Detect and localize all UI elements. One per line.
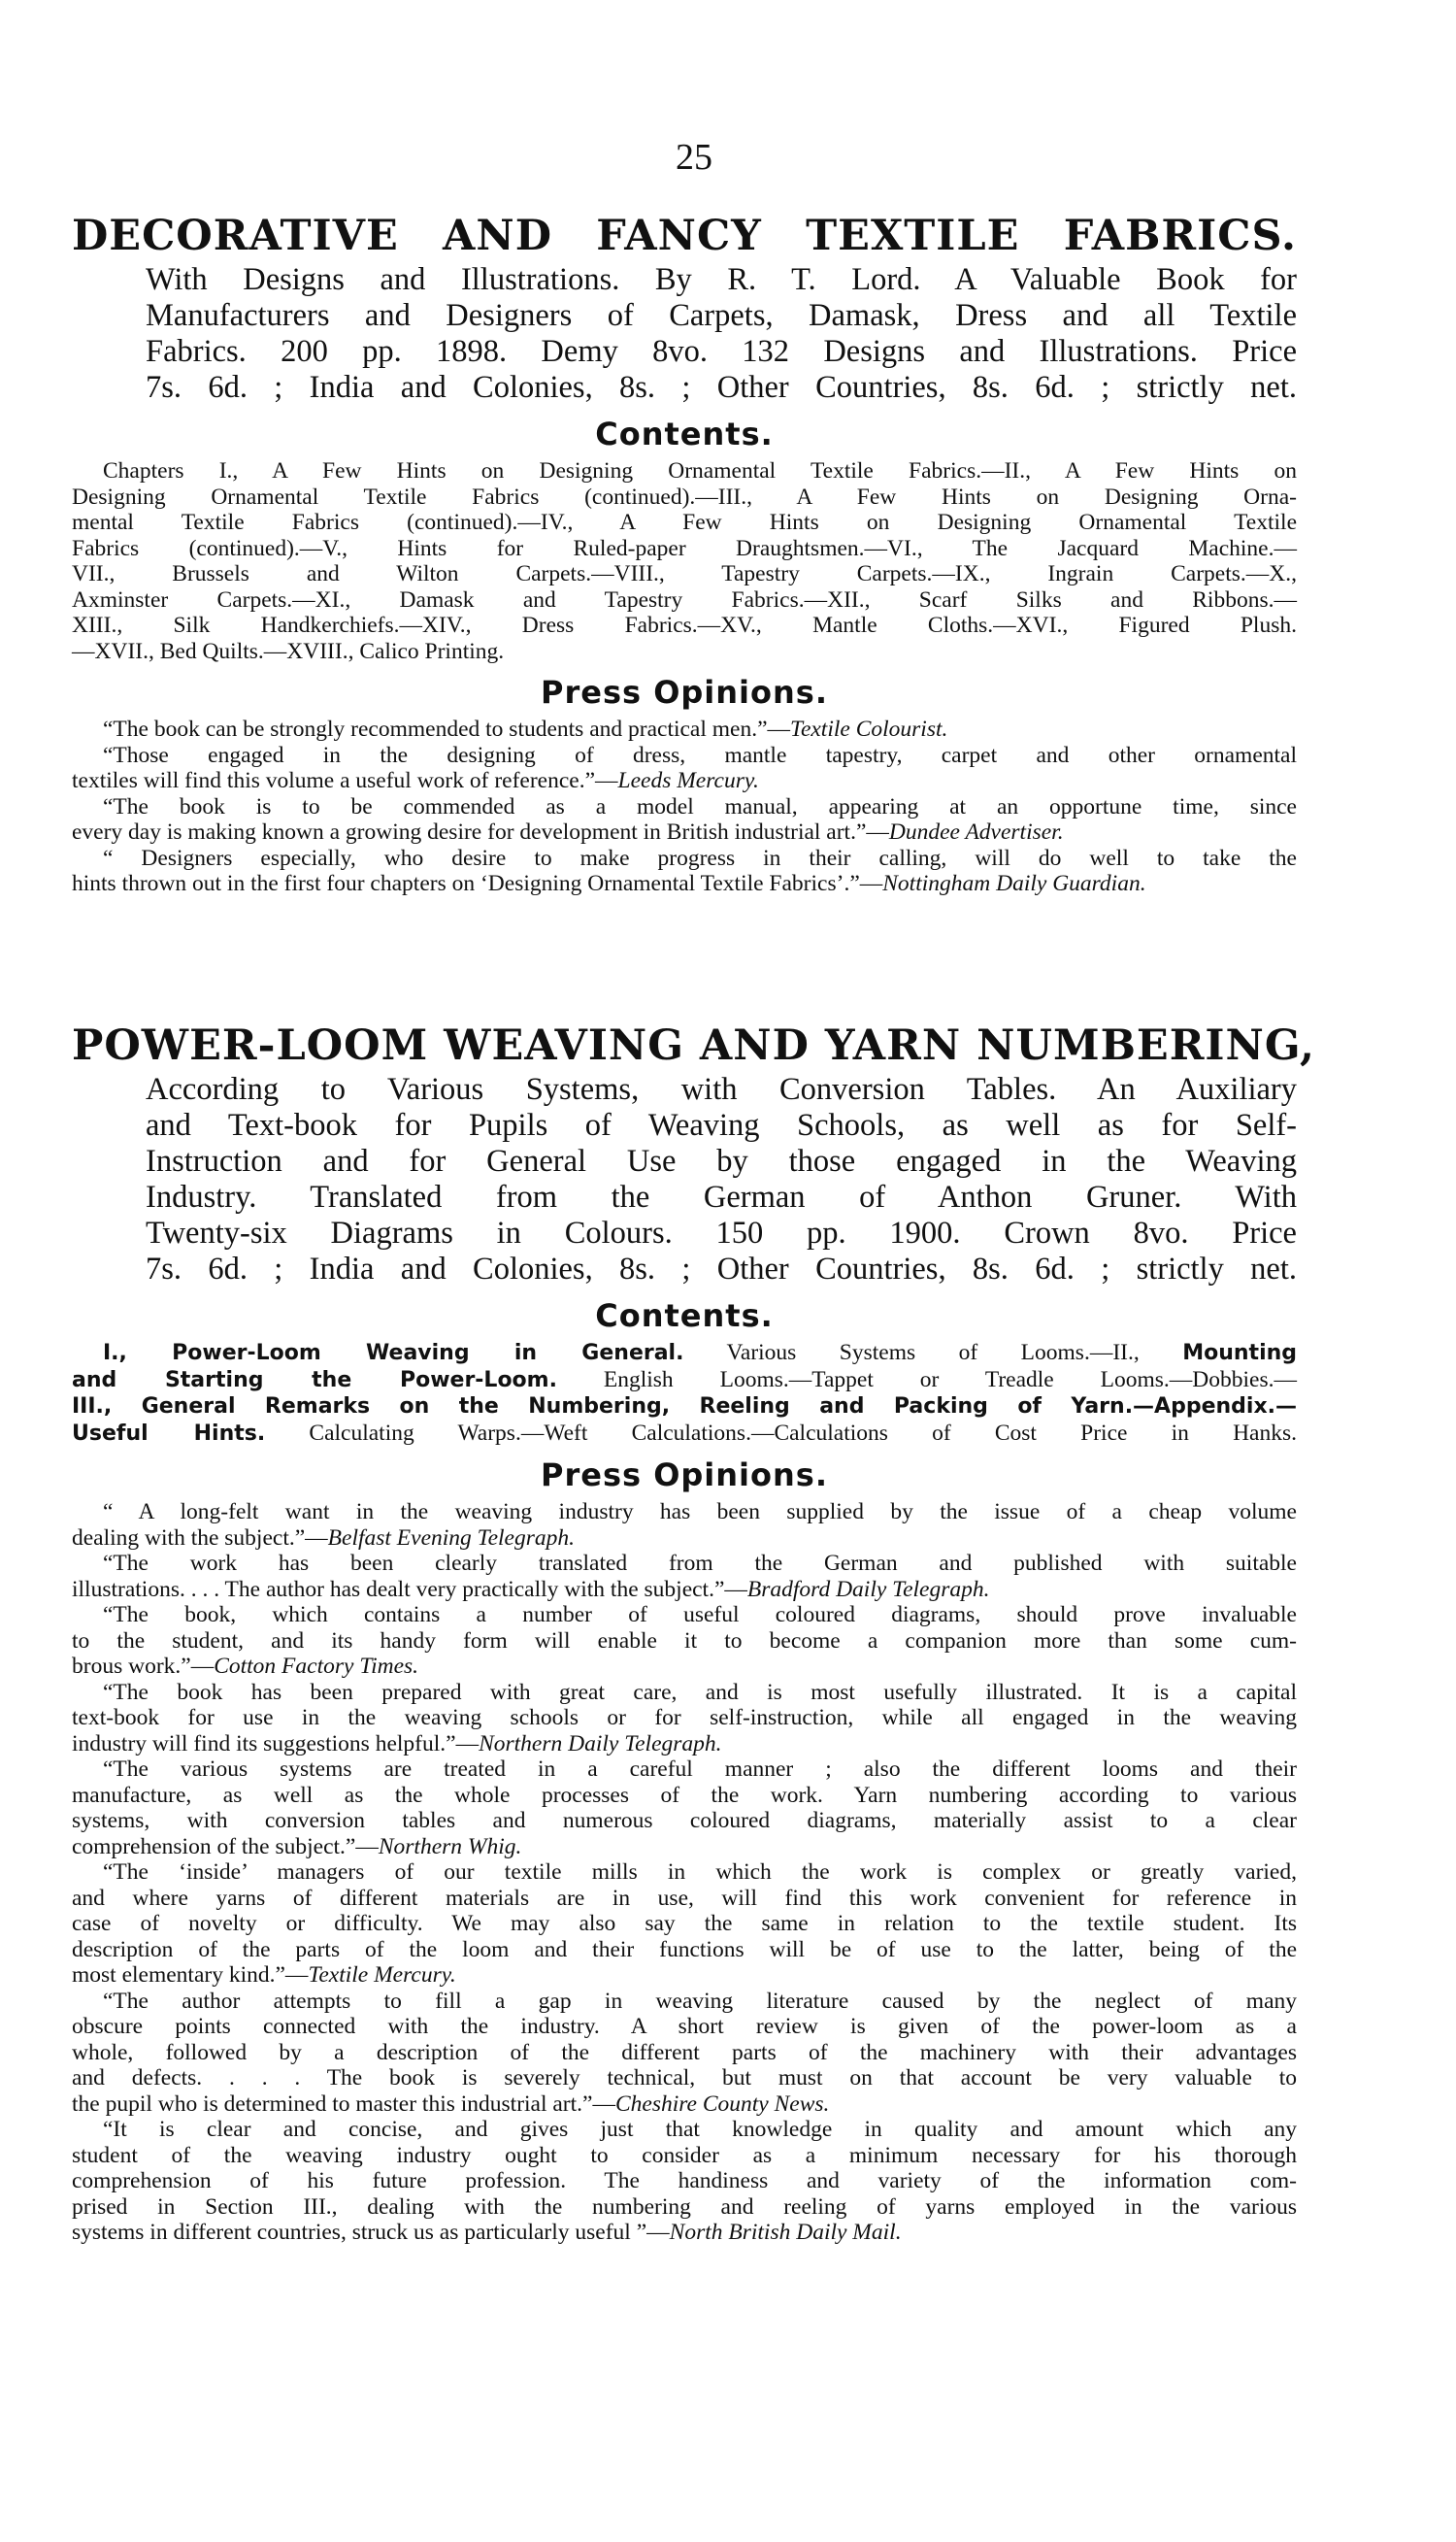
quote-line xyxy=(72,2040,1297,2066)
quote-text: “The book, which contains a number of useful coloured diagrams, should prove invaluable xyxy=(103,1602,1297,1627)
quote-text: and defects. . . . The book is severely technical, but must on that account be very valuable to xyxy=(72,2065,1297,2090)
quote-text: hints thrown out in the first four chapters on ‘Designing Ornamental Textile Fabrics’.”— xyxy=(72,871,883,896)
quote-source: Nottingham Daily Guardian. xyxy=(882,871,1146,896)
chapter-title: Mounting xyxy=(1182,1341,1298,1365)
quote-line xyxy=(72,2117,1297,2143)
quote-line xyxy=(72,794,1297,820)
quote-text: “Those engaged in the designing of dress, mantle tapestry, carpet and other ornamental xyxy=(103,742,1297,768)
quote-text: dealing with the subject.”— xyxy=(72,1524,328,1551)
contents-line xyxy=(72,1367,1297,1394)
quote-line xyxy=(72,2143,1297,2169)
quote-text: textiles will find this volume a useful work of reference.”— xyxy=(72,768,618,793)
quote-line xyxy=(72,1680,1297,1706)
quote-line xyxy=(72,1808,1297,1834)
description-line: 7s. 6d. ; India and Colonies, 8s. ; Other Countries, 8s. 6d. ; strictly net. xyxy=(146,370,1297,405)
quote-source: Leeds Mercury. xyxy=(617,768,759,793)
quote-line xyxy=(72,1937,1297,1963)
quote-text: comprehension of the subject.”— xyxy=(72,1833,379,1859)
chapter-title: Useful Hints. xyxy=(72,1421,266,1446)
chapter-title: I., Power-Loom Weaving in General. xyxy=(103,1341,684,1365)
quote-text: industry will find its suggestions helpful.”— xyxy=(72,1730,480,1756)
book-entry-decorative-fabrics xyxy=(72,212,1297,897)
quote-text: to the student, and its handy form will enable it to become a companion more than some cum- xyxy=(72,1627,1297,1654)
description-line: 7s. 6d. ; India and Colonies, 8s. ; Other Countries, 8s. 6d. ; strictly net. xyxy=(146,1252,1297,1287)
contents-line: VII., Brussels and Wilton Carpets.—VIII., Tapestry Carpets.—IX., Ingrain Carpets.—X., xyxy=(72,561,1297,586)
quote-line xyxy=(72,1731,1297,1757)
quote-line xyxy=(72,2220,1297,2246)
quote-source: North British Daily Mail. xyxy=(669,2220,902,2245)
quote-text: the pupil who is determined to master this industrial art.”— xyxy=(72,2090,615,2117)
quote-source: Textile Mercury. xyxy=(308,1962,456,1988)
quote-text: “The ‘inside’ managers of our textile mills in which the work is complex or greatly varied, xyxy=(103,1859,1297,1885)
quote-text: systems, with conversion tables and numerous coloured diagrams, materially assist to a clear xyxy=(72,1808,1297,1833)
quote-line xyxy=(72,871,1297,897)
press-opinions-heading: Press Opinions. xyxy=(541,674,828,711)
book-entry-power-loom-weaving xyxy=(72,1021,1316,2246)
quote-line xyxy=(72,2168,1297,2194)
quote-text: text-book for use in the weaving schools or for self-instruction, while all engaged in the weaving xyxy=(72,1705,1297,1730)
quote-text: prised in Section III., dealing with the numbering and reeling of yarns employed in the various xyxy=(72,2193,1297,2220)
quote-text: “The book can be strongly recommended to students and practical men.”— xyxy=(103,717,791,742)
contents-heading: Contents. xyxy=(595,416,774,452)
quote-text: systems in different countries, struck us as particularly useful ”— xyxy=(72,2220,670,2245)
quote-line xyxy=(72,1602,1297,1628)
quote-source: Cotton Factory Times. xyxy=(214,1654,419,1679)
quote-text: “The various systems are treated in a careful manner ; also the different looms and their xyxy=(103,1756,1297,1782)
page-number: 25 xyxy=(676,137,712,178)
contents-line xyxy=(72,1340,1297,1367)
quote-line xyxy=(72,743,1297,769)
quote-line xyxy=(72,1859,1297,1886)
contents-line: —XVII., Bed Quilts.—XVIII., Calico Printing. xyxy=(72,638,505,664)
quote-text: manufacture, as well as the whole processes of the work. Yarn numbering according to various xyxy=(72,1782,1297,1808)
quote-text: most elementary kind.”— xyxy=(72,1962,309,1988)
quote-text: “ Designers especially, who desire to make progress in their calling, will do well to take the xyxy=(103,845,1297,871)
quote-text: description of the parts of the loom and their functions will be of use to the latter, being of the xyxy=(72,1936,1297,1962)
contents-line: XIII., Silk Handkerchiefs.—XIV., Dress Fabrics.—XV., Mantle Cloths.—XVI., Figured Plush. xyxy=(72,613,1297,638)
contents-line: Fabrics (continued).—V., Hints for Ruled-paper Draughtsmen.—VI., The Jacquard Machine.— xyxy=(72,535,1297,561)
quote-line xyxy=(72,1577,1297,1603)
quote-text: “The work has been clearly translated from the German and published with suitable xyxy=(103,1551,1297,1576)
quote-text: every day is making known a growing desire for development in British industrial art.”— xyxy=(72,819,889,845)
press-opinions-list xyxy=(72,717,1297,897)
quote-line xyxy=(72,1783,1297,1809)
book-description xyxy=(146,262,1297,406)
book-title: POWER-LOOM WEAVING AND YARN NUMBERING, xyxy=(72,1021,1316,1070)
quote-source: Textile Colourist. xyxy=(790,717,948,742)
book-title: DECORATIVE AND FANCY TEXTILE FABRICS. xyxy=(72,212,1297,260)
quote-text: and where yarns of different materials are in use, will find this work convenient for reference in xyxy=(72,1885,1297,1911)
quote-text: “The book has been prepared with great care, and is most usefully illustrated. It is a capital xyxy=(103,1679,1297,1705)
quote-source: Northern Whig. xyxy=(378,1833,522,1859)
quote-line xyxy=(72,1654,1297,1680)
quote-text: “ A long-felt want in the weaving industry has been supplied by the issue of a cheap volume xyxy=(103,1499,1297,1524)
quote-text: “The author attempts to fill a gap in weaving literature caused by the neglect of many xyxy=(103,1988,1297,2014)
quote-line xyxy=(72,1499,1297,1525)
quote-line xyxy=(72,1989,1297,2015)
press-opinions-heading: Press Opinions. xyxy=(541,1456,828,1493)
chapter-text: Calculating Warps.—Weft Calculations.—Calculations of Cost Price in Hanks. xyxy=(309,1420,1297,1446)
quote-line xyxy=(72,1911,1297,1937)
quote-line xyxy=(72,717,1297,743)
quote-text: “It is clear and concise, and gives just that knowledge in quality and amount which any xyxy=(103,2117,1297,2142)
quote-text: case of novelty or difficulty. We may also say the same in relation to the textile student. Its xyxy=(72,1911,1297,1936)
contents-line: Axminster Carpets.—XI., Damask and Tapestry Fabrics.—XII., Scarf Silks and Ribbons.— xyxy=(72,586,1297,613)
quote-line xyxy=(72,2091,1297,2118)
quote-line xyxy=(72,1705,1297,1731)
contents-list xyxy=(72,1340,1297,1447)
description-line: With Designs and Illustrations. By R. T. Lord. A Valuable Book for xyxy=(146,262,1297,297)
quote-line xyxy=(72,819,1297,846)
quote-line xyxy=(72,1962,1297,1989)
quote-text: whole, followed by a description of the different parts of the machinery with their advantages xyxy=(72,2039,1297,2065)
quote-line xyxy=(72,1551,1297,1577)
description-line: Twenty-six Diagrams in Colours. 150 pp. 1900. Crown 8vo. Price xyxy=(146,1216,1297,1251)
chapter-text: Various Systems of Looms.—II., xyxy=(726,1340,1140,1365)
quote-source: Bradford Daily Telegraph. xyxy=(746,1576,990,1602)
book-description xyxy=(146,1072,1297,1288)
chapter-title: and Starting the Power-Loom. xyxy=(72,1367,557,1392)
chapter-text: English Looms.—Tappet or Treadle Looms.—Dobbies.— xyxy=(603,1366,1298,1392)
quote-text: brous work.”— xyxy=(72,1654,215,1679)
quote-line xyxy=(72,1628,1297,1655)
description-line: According to Various Systems, with Conversion Tables. An Auxiliary xyxy=(146,1072,1297,1107)
description-line: and Text-book for Pupils of Weaving Schools, as well as for Self- xyxy=(146,1108,1297,1143)
quote-line xyxy=(72,846,1297,872)
quote-line xyxy=(72,1886,1297,1912)
contents-heading: Contents. xyxy=(595,1297,774,1334)
contents-line: mental Textile Fabrics (continued).—IV., A Few Hints on Designing Ornamental Textile xyxy=(72,510,1297,535)
quote-line xyxy=(72,768,1297,794)
press-opinions-list xyxy=(72,1499,1297,2246)
quote-line xyxy=(72,2194,1297,2221)
quote-line xyxy=(72,2014,1297,2040)
quote-line xyxy=(72,1525,1297,1552)
contents-line: Designing Ornamental Textile Fabrics (continued).—III., A Few Hints on Designing Orna- xyxy=(72,484,1297,510)
quote-source: Belfast Evening Telegraph. xyxy=(327,1524,575,1551)
description-line: Instruction and for General Use by those engaged in the Weaving xyxy=(146,1144,1297,1179)
chapter-title: III., General Remarks on the Numbering, Reeling and Packing of Yarn.—Appendix.— xyxy=(72,1394,1297,1419)
quote-text: student of the weaving industry ought to consider as a minimum necessary for his thorough xyxy=(72,2142,1297,2168)
description-line: Manufacturers and Designers of Carpets, Damask, Dress and all Textile xyxy=(146,298,1297,333)
quote-line xyxy=(72,1834,1297,1860)
description-line: Fabrics. 200 pp. 1898. Demy 8vo. 132 Designs and Illustrations. Price xyxy=(146,334,1297,369)
description-line: Industry. Translated from the German of Anthon Gruner. With xyxy=(146,1180,1297,1215)
quote-text: comprehension of his future profession. The handiness and variety of the information com- xyxy=(72,2168,1297,2193)
quote-line xyxy=(72,1756,1297,1783)
quote-text: obscure points connected with the industry. A short review is given of the power-loom as a xyxy=(72,2014,1297,2039)
quote-source: Northern Daily Telegraph. xyxy=(479,1730,722,1756)
contents-list xyxy=(72,458,1297,664)
quote-text: “The book is to be commended as a model manual, appearing at an opportune time, since xyxy=(103,793,1297,819)
quote-text: illustrations. . . . The author has dealt very practically with the subject.”— xyxy=(72,1576,747,1602)
contents-line xyxy=(72,1421,1297,1448)
quote-source: Cheshire County News. xyxy=(614,2090,830,2117)
contents-line: Chapters I., A Few Hints on Designing Ornamental Textile Fabrics.—II., A Few Hints on xyxy=(103,458,1297,484)
quote-line xyxy=(72,2065,1297,2091)
contents-line xyxy=(72,1393,1297,1421)
quote-source: Dundee Advertiser. xyxy=(888,819,1064,845)
